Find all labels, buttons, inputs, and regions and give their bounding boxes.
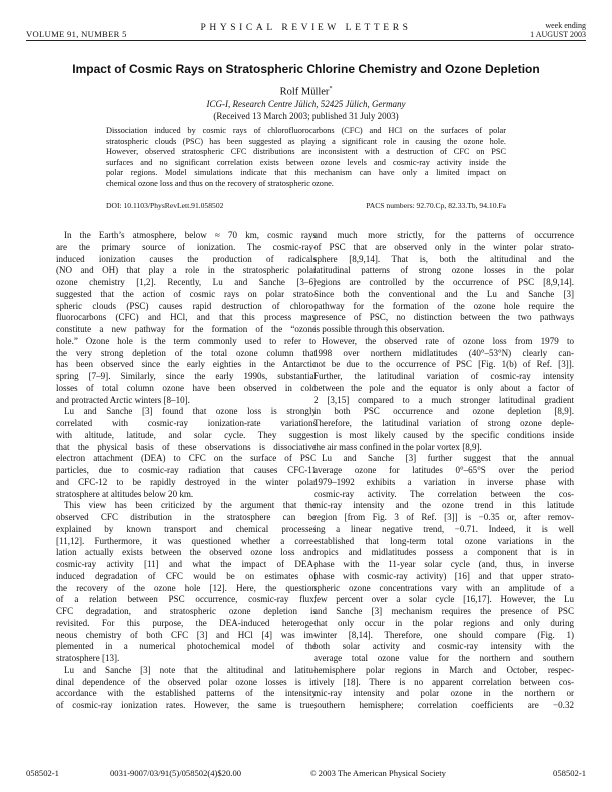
body-text-line: constitute a new pathway for the formation of the “ozone <box>56 324 316 334</box>
body-text-line: established that long-term total ozone variations in the <box>314 535 574 546</box>
body-text-line: (NO and OH) that play a role in the stratospheric polar <box>56 265 316 276</box>
abstract-line: Dissociation induced by cosmic rays of chlorofluorocarbons (CFC) and HCl on the surfaces of polar <box>106 126 506 135</box>
body-text-line: pathway for the formation of the ozone hole require the <box>314 300 574 311</box>
body-text-line: cosmic-ray activity. The correlation between the cos- <box>314 488 574 499</box>
body-text-line: 2 [3,15] compared to a much stronger latitudinal gradient <box>314 394 574 405</box>
body-text-line: plemented in a numerical photochemical model of the <box>56 641 316 652</box>
body-text-line: ozone chemistry [1,2]. Recently, Lu and Sanche [3–6] <box>56 277 316 287</box>
abstract-line: However, observed stratospheric CFC distributions are inconsistent with a destruction of CFC on PSC <box>106 147 506 157</box>
body-text-line: losses of total column ozone have been observed in cold <box>56 382 316 393</box>
body-text-line: mic-ray intensity and polar ozone in the northern or <box>314 688 574 699</box>
doi-link[interactable]: DOI: 10.1103/PhysRevLett.91.058502 <box>106 201 224 210</box>
body-text-line: hemisphere polar regions in March and October, respec- <box>314 664 574 675</box>
affiliation: ICG-I, Research Centre Jülich, 52425 Jülich, Germany <box>206 99 406 109</box>
body-text-line: phase with cosmic-ray activity) [16] and that upper strato- <box>314 570 574 581</box>
body-text-line: spheric ozone concentrations vary with an amplitude of a <box>314 582 574 593</box>
abstract-line: chemical ozone loss and thus on the recovery of stratospheric ozone. <box>106 178 334 188</box>
journal-name: PHYSICAL REVIEW LETTERS <box>200 23 412 33</box>
body-text-line: suggested that the action of cosmic rays on polar strato- <box>56 288 316 299</box>
week-label: week ending <box>545 21 586 30</box>
body-text-line: induced degradation of CFC would be on estimates of <box>56 570 316 581</box>
page-number-left: 058502-1 <box>26 768 59 778</box>
body-text-line: southern hemisphere; correlation coefficients are −0.32 <box>314 700 574 710</box>
body-text-line: region [from Fig. 3 of Ref. [3]] is −0.35 or, after remov- <box>314 512 574 522</box>
body-text-line: lation actually exists between the observed ozone loss and <box>56 547 316 558</box>
body-text-line: neous chemistry of both CFC [3] and HCl [4] was im- <box>56 629 316 640</box>
body-text-line: stratosphere at altitudes below 20 km. <box>56 488 194 499</box>
body-text-line: the very strong depletion of the total ozone column that <box>56 347 316 358</box>
body-text-line: observed CFC distribution in the stratosphere can be <box>56 512 316 522</box>
body-text-line: with altitude, latitude, and solar cycle. They suggest <box>56 429 316 440</box>
body-text-line: 1998 over northern midlatitudes (40°–53°N) clearly can- <box>314 347 574 358</box>
body-text-line: not be due to the occurrence of PSC [Fig. 1(b) of Ref. [3]]. <box>314 359 574 370</box>
body-text-line: tion is most likely caused by the specific conditions inside <box>314 429 574 440</box>
body-text-line: particles, due to cosmic-ray radiation that causes CFC-11 <box>56 465 316 475</box>
body-text-line: Since both the conventional and the Lu and Sanche [3] <box>314 288 574 299</box>
body-text-line: has been observed since the early eighties in the Antarctic <box>56 359 316 370</box>
body-text-line: correlated with cosmic-ray ionization-rate variations <box>56 418 316 428</box>
body-text-line: and Sanche [3] mechanism requires the presence of PSC <box>314 606 574 616</box>
body-text-line: and much more strictly, for the patterns of occurrence <box>314 230 574 240</box>
body-text-line: regions are controlled by the occurrence of PSC [8,9,14]. <box>314 277 574 287</box>
body-text-line: of a relation between PSC occurrence, cosmic-ray flux, <box>56 594 316 605</box>
right-column <box>314 230 574 712</box>
abstract <box>106 126 506 189</box>
body-text-line: and protracted Arctic winters [8–10]. <box>56 394 190 405</box>
pacs-numbers: PACS numbers: 92.70.Cp, 82.33.Tb, 94.10.Fa <box>366 201 506 210</box>
body-text-line: cosmic-ray activity [11] and what the impact of DEA- <box>56 559 316 569</box>
body-text-line: Further, the latitudinal variation of cosmic-ray intensity <box>314 371 574 381</box>
issn-price: 0031-9007/03/91(5)/058502(4)$20.00 <box>110 768 242 778</box>
body-text-line: electron attachment (DEA) to CFC on the surface of PSC <box>56 453 316 464</box>
body-text-line: presence of PSC, no distinction between the two pathways <box>314 312 574 323</box>
body-text-line: is possible through this observation. <box>314 324 445 334</box>
body-text-line: that the physical basis of these observations is dissociative <box>56 441 316 452</box>
abstract-line: polar regions. Model simulations indicate that this mechanism can have only a limited impact on <box>106 168 506 178</box>
volume-number: VOLUME 91, NUMBER 5 <box>26 29 127 39</box>
body-text-line: [11,12]. Furthermore, it was questioned whether a corre- <box>56 535 316 546</box>
body-text-line: the air mass confined in the polar vortex [8,9]. <box>314 441 482 452</box>
body-text-line: spheric clouds (PSC) causes rapid destruction of chloro- <box>56 300 316 311</box>
body-text-line: average total ozone value for the northern and southern <box>314 653 574 663</box>
body-text-line: However, the observed rate of ozone loss from 1979 to <box>322 335 574 346</box>
body-text-line: accordance with the established patterns of the intensity <box>56 688 316 699</box>
body-text-line: Lu and Sanche [3] note that the altitudinal and latitu- <box>64 664 316 675</box>
abstract-line: stratospheric clouds (PSC) has been suggested as playing a significant role in causing the ozone hole. <box>106 136 506 146</box>
body-text-line: Lu and Sanche [3] further suggest that the annual <box>322 453 574 464</box>
body-text-line: few percent over a solar cycle [16,17]. However, the Lu <box>314 594 574 605</box>
body-text-line: tively [18]. There is no apparent correlation between cos- <box>314 676 574 687</box>
body-text-line: in both PSC occurrence and ozone depletion [8,9]. <box>314 406 574 417</box>
body-text-line: induced ionization causes the production of radicals <box>56 253 316 264</box>
body-text-line: phase with the 11-year solar cycle (and, thus, in inverse <box>314 559 574 569</box>
body-text-line: This view has been criticized by the argument that the <box>64 500 316 511</box>
body-text-line: tropics and midlatitudes possess a component that is in <box>314 547 574 558</box>
body-text-line: between the pole and the equator is only about a factor of <box>314 382 574 393</box>
body-text-line: spring [7–9]. Similarly, since the early 1990s, substantial <box>56 371 316 381</box>
body-text-line: CFC degradation, and stratospheric ozone depletion is <box>56 606 316 616</box>
author-name: Rolf Müller <box>279 86 330 98</box>
page-number-right: 058502-1 <box>553 768 586 778</box>
body-text-line: ing a linear negative trend, −0.71. Indeed, it is well <box>314 523 574 534</box>
body-text-line: average ozone for latitudes 0°–65°S over the period <box>314 465 574 475</box>
body-text-line: that only occur in the polar regions and only during <box>314 617 574 628</box>
abstract-line: surfaces and no significant correlation exists between ozone levels and cosmic-ray activity inside the <box>106 157 506 167</box>
body-text-line: latitudinal patterns of strong ozone losses in the polar <box>314 265 574 276</box>
date: 1 AUGUST 2003 <box>530 30 586 39</box>
body-text-line: and CFC-12 to be rapidly destroyed in the winter polar <box>56 476 316 487</box>
body-text-line: sphere [8,9,14]. That is, both the altitudinal and the <box>314 253 574 264</box>
article-title: Impact of Cosmic Rays on Stratospheric Chlorine Chemistry and Ozone Depletion <box>72 62 540 76</box>
body-text-line: stratosphere [13]. <box>56 653 120 663</box>
left-column <box>56 230 316 712</box>
header-rule <box>26 40 586 41</box>
body-text-line: are the primary source of ionization. The cosmic-ray- <box>56 241 316 252</box>
body-text-line: Therefore, the latitudinal variation of strong ozone deple- <box>314 418 574 428</box>
body-text-line: fluorocarbons (CFC) and HCl, and that this process may <box>56 312 316 323</box>
body-text-line: of cosmic-ray ionization rates. However, the same is true, <box>56 700 316 710</box>
body-text-line: Lu and Sanche [3] found that ozone loss is strongly <box>64 406 316 417</box>
body-text-line: hole.” Ozone hole is the term commonly used to refer to <box>56 335 316 346</box>
copyright: © 2003 The American Physical Society <box>310 768 446 778</box>
author-line <box>0 86 612 98</box>
body-text-line: of PSC that are observed only in the winter polar strato- <box>314 241 574 252</box>
issue-date <box>530 21 586 39</box>
body-text-line: explained by known transport and chemical processes <box>56 523 316 534</box>
body-text-line: dinal dependence of the observed polar ozone losses is in <box>56 676 316 687</box>
body-text-line: revisited. For this purpose, the DEA-induced heteroge- <box>56 617 316 628</box>
body-text-line: winter [8,14]. Therefore, one should compare (Fig. 1) <box>314 629 574 640</box>
body-text-line: In the Earth’s atmosphere, below ≈ 70 km, cosmic rays <box>64 230 316 240</box>
body-text-line: mic-ray intensity and the ozone trend in this latitude <box>314 500 574 511</box>
author-footnote-mark: * <box>329 86 333 92</box>
body-text-line: both solar activity and cosmic-ray intensity with the <box>314 641 574 652</box>
body-text-line: 1979–1992 exhibits a variation in inverse phase with <box>314 476 574 487</box>
body-text-line: the recovery of the ozone hole [12]. Here, the question <box>56 582 316 593</box>
received-dates: (Received 13 March 2003; published 31 July 2003) <box>213 111 399 121</box>
